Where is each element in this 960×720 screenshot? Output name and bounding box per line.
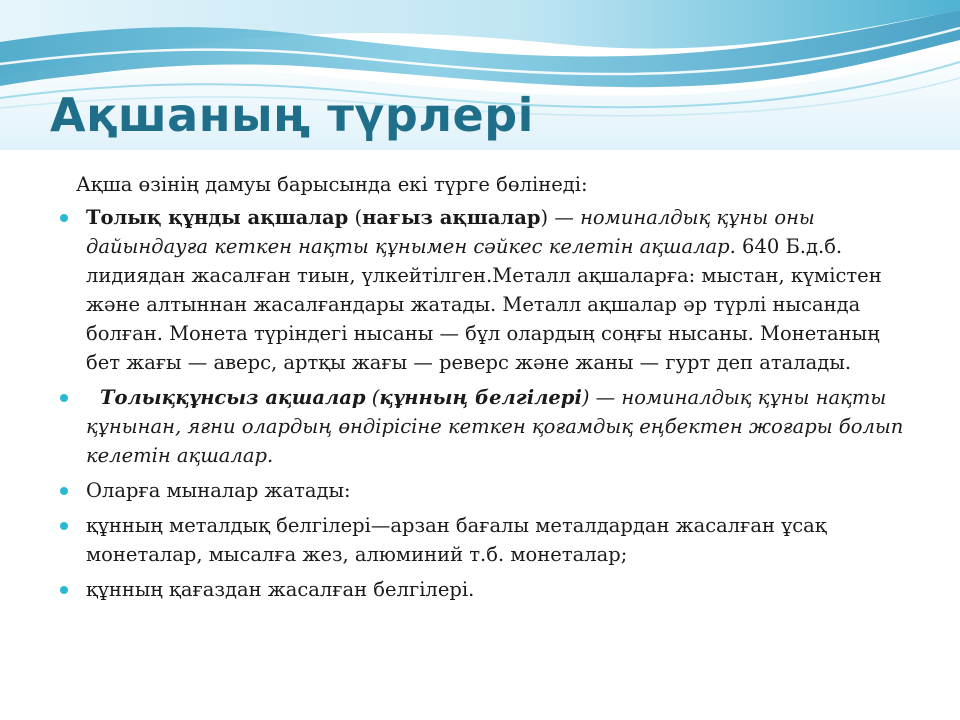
intro-text: Ақша өзінің дамуы барысында екі түрге бөлінеді:: [76, 173, 588, 196]
slide-title: Ақшаның түрлері: [50, 88, 534, 142]
these-include-text: Оларға мыналар жатады:: [86, 479, 351, 502]
list-item-paper-signs: [60, 575, 910, 604]
term-alt-value-signs: құнның белгілері: [379, 386, 582, 409]
bullet-list: [60, 203, 910, 604]
slide-content: [60, 170, 910, 610]
list-item-token-money: [60, 383, 910, 470]
dash: —: [554, 206, 581, 229]
term-token-money: Толыққұнсыз ақшалар: [100, 386, 366, 409]
list-item-full-value-money: [60, 203, 910, 377]
paper-signs-text: құнның қағаздан жасалған белгілері.: [86, 578, 475, 601]
term-full-value: Толық құнды ақшалар: [86, 206, 349, 229]
term-alt-real-money: нағыз ақшалар: [362, 206, 541, 229]
list-item-these-include: [60, 476, 910, 505]
token-money-line: Толыққұнсыз ақшалар (құнның белгілері) — номиналдық құны нақты құнынан, яғни олардың өндірісіне кеткен қоғамдық еңбектен жоғары болып келетін ақшалар.: [86, 386, 904, 467]
definition-token-money: — номиналдық құны нақты құнынан, яғни олардың өндірісіне кеткен қоғамдық еңбектен жоғары болып келетін ақшалар.: [86, 386, 904, 467]
bullet-icon: [60, 522, 68, 530]
definition-full-value: номиналдық құны оны дайындауға кеткен нақты құнымен сәйкес келетін ақшалар.: [86, 206, 815, 258]
bullet-icon: [60, 214, 68, 222]
bullet-icon: [60, 394, 68, 402]
paren-close: ): [540, 206, 549, 229]
metal-signs-text: құнның металдық белгілері—арзан бағалы металдардан жасалған ұсақ монеталар, мысалға жез, алюминий т.б. монеталар;: [86, 514, 827, 566]
details-full-value: 640 Б.д.б. лидиядан жасалған тиын, үлкейтілген.Металл ақшаларға: мыстан, күмістен және алтыннан жасалғандары жатады. Металл ақшалар әр түрлі нысанда болған. Монета түріндегі нысаны — бұл олардың соңғы нысаны. Монетаның бет жағы — аверс, артқы жағы — реверс және жаны — гурт деп аталады.: [86, 235, 882, 374]
list-item-metal-signs: [60, 511, 910, 569]
bullet-icon: [60, 586, 68, 594]
bullet-icon: [60, 487, 68, 495]
paren-open: (: [354, 206, 363, 229]
